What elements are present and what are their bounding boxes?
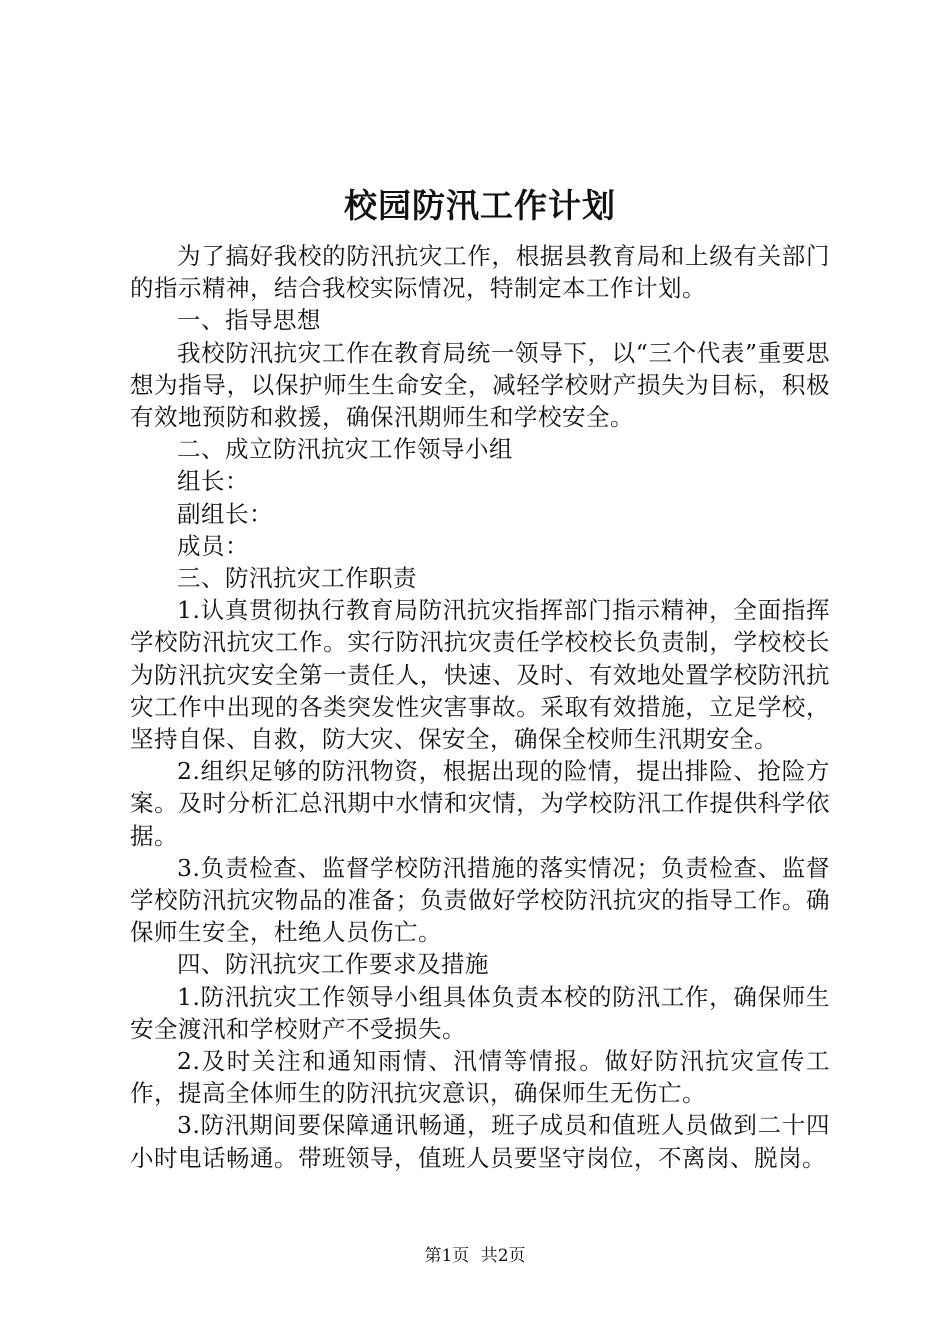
- leader-line: 组长：: [177, 467, 249, 496]
- document-page: [130, 180, 830, 1174]
- section-heading-1: 一、指导思想: [177, 306, 321, 335]
- page-number-current: 第1页: [424, 1246, 470, 1266]
- measure-item-1: 1.防汛抗灾工作领导小组具体负责本校的防汛工作，确保师生安全渡汛和学校财产不受损失。: [130, 982, 830, 1043]
- paragraph-intro: 为了搞好我校的防汛抗灾工作，根据县教育局和上级有关部门的指示精神，结合我校实际情况，特制定本工作计划。: [130, 242, 830, 303]
- duty-item-1: 1.认真贯彻执行教育局防汛抗灾指挥部门指示精神，全面指挥学校防汛抗灾工作。实行防汛抗灾责任学校校长负责制，学校校长为防汛抗灾安全第一责任人，快速、及时、有效地处置学校防汛抗灾工作中出现的各类突发性灾害事故。采取有效措施，立足学校，坚持自保、自救，防大灾、保安全，确保全校师生汛期安全。: [130, 596, 830, 754]
- duty-item-2: 2.组织足够的防汛物资，根据出现的险情，提出排险、抢险方案。及时分析汇总汛期中水情和灾情，为学校防汛工作提供科学依据。: [130, 757, 830, 850]
- paragraph-guiding-thought: 我校防汛抗灾工作在教育局统一领导下，以“三个代表”重要思想为指导，以保护师生生命安全，减轻学校财产损失为目标，积极有效地预防和救援，确保汛期师生和学校安全。: [130, 338, 830, 432]
- measure-item-3: 3.防汛期间要保障通讯畅通，班子成员和值班人员做到二十四小时电话畅通。带班领导，值班人员要坚守岗位，不离岗、脱岗。: [130, 1111, 830, 1172]
- section-heading-2: 二、成立防汛抗灾工作领导小组: [177, 435, 513, 464]
- section-heading-4: 四、防汛抗灾工作要求及措施: [177, 950, 489, 979]
- deputy-leader-line: 副组长：: [177, 499, 273, 528]
- members-line: 成员：: [177, 531, 249, 560]
- page-footer: [0, 1244, 950, 1268]
- document-title: 校园防汛工作计划: [344, 186, 616, 225]
- section-heading-3: 三、防汛抗灾工作职责: [177, 564, 417, 593]
- page-number-total: 共2页: [480, 1246, 526, 1266]
- measure-item-2: 2.及时关注和通知雨情、汛情等情报。做好防汛抗灾宣传工作，提高全体师生的防汛抗灾意识，确保师生无伤亡。: [130, 1047, 830, 1108]
- duty-item-3: 3.负责检查、监督学校防汛措施的落实情况；负责检查、监督学校防汛抗灾物品的准备；负责做好学校防汛抗灾的指导工作。确保师生安全，杜绝人员伤亡。: [130, 853, 830, 947]
